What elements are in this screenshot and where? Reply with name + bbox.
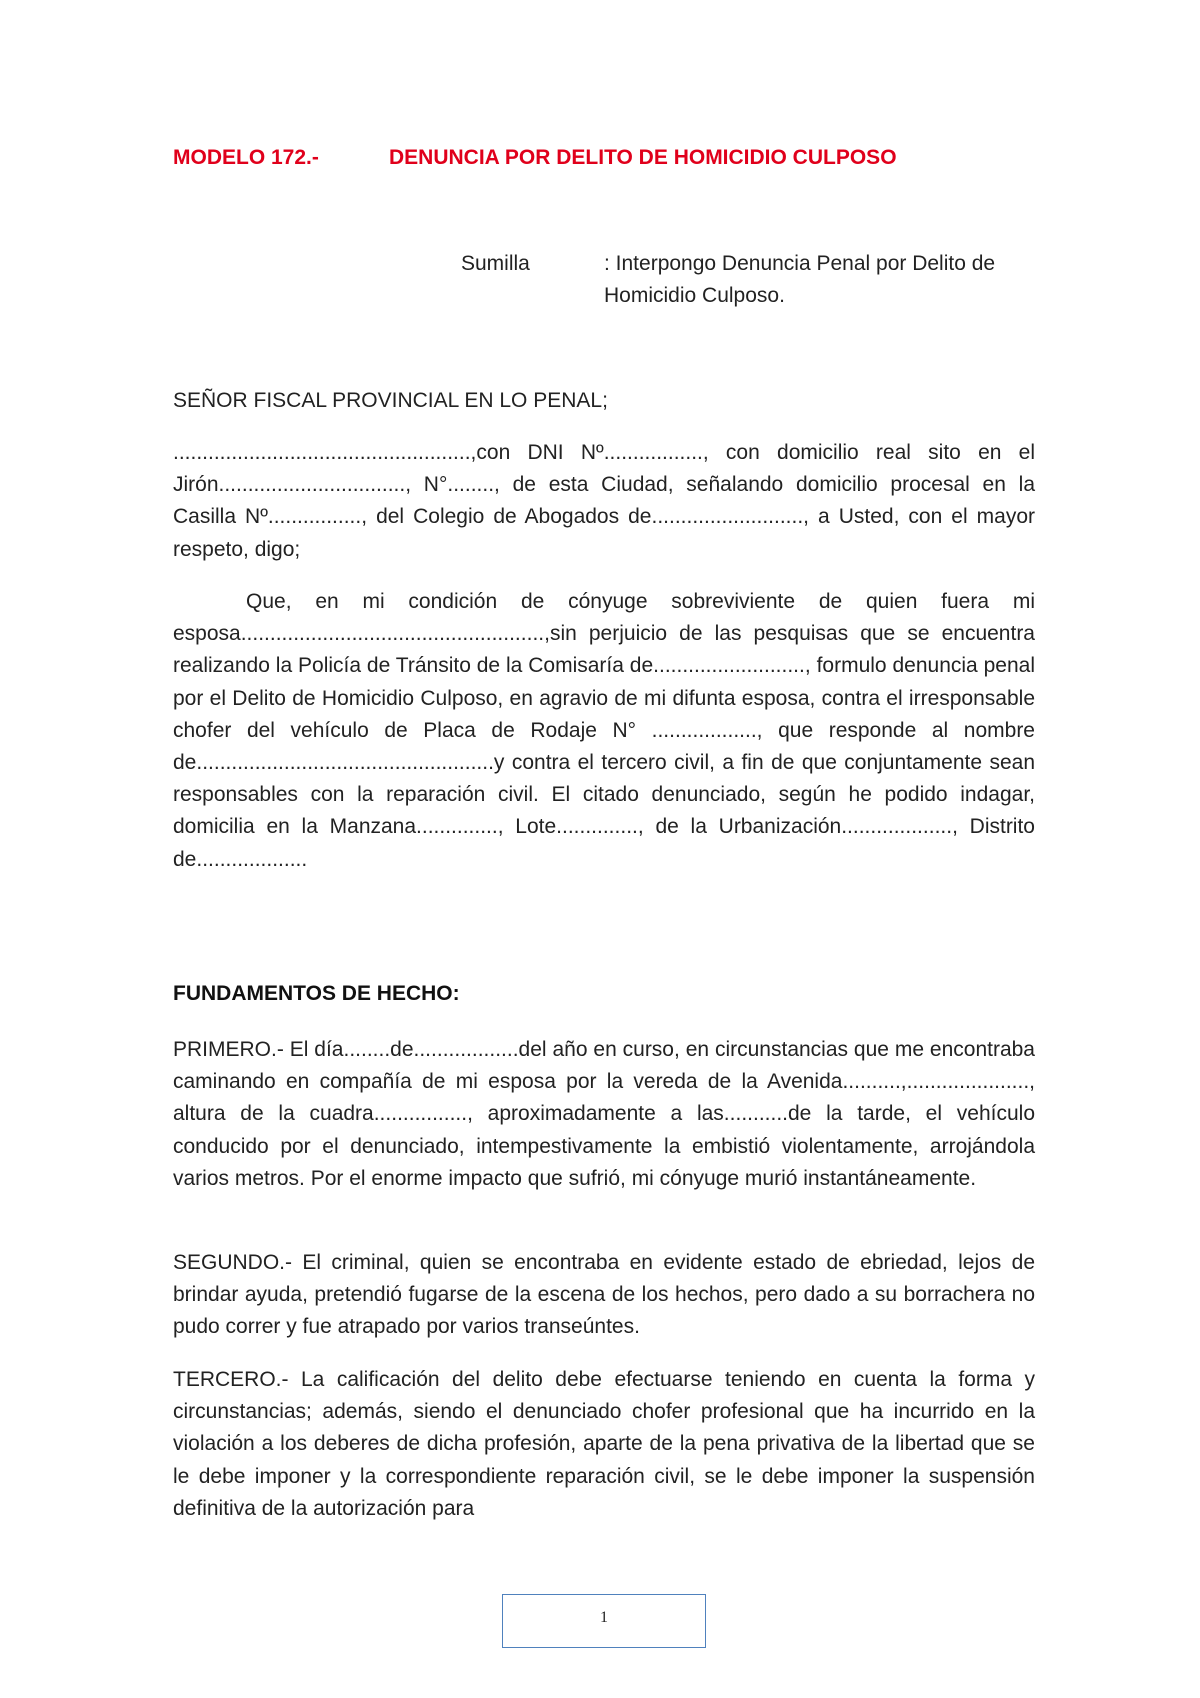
model-number: MODELO 172.- <box>173 146 319 169</box>
addressee: SEÑOR FISCAL PROVINCIAL EN LO PENAL; <box>173 389 608 412</box>
segundo-paragraph <box>173 1247 1035 1344</box>
que-paragraph <box>173 586 1035 876</box>
title-name: DENUNCIA POR DELITO DE HOMICIDIO CULPOSO <box>389 146 897 169</box>
primero-paragraph-text: PRIMERO.- El día........de..................del año en curso, en circunstancias que me encontraba caminando en compañía de mi esposa por la vereda de la Avenida..........,....................., altura de la cuadra................, aproximadamente a las...........de la tarde, el vehículo conducido por el denunciado, intempestivamente la embistió violentamente, arrojándola varios metros. Por el enorme impacto que sufrió, mi cónyuge murió instantáneamente. <box>173 1038 1035 1190</box>
intro-paragraph <box>173 437 1035 566</box>
segundo-paragraph-text: SEGUNDO.- El criminal, quien se encontraba en evidente estado de ebriedad, lejos de brindar ayuda, pretendió fugarse de la escena de los hechos, pero dado a su borrachera no pudo correr y fue atrapado por varios transeúntes. <box>173 1251 1035 1339</box>
sumilla-text: : Interpongo Denuncia Penal por Delito de Homicidio Culposo. <box>604 252 996 307</box>
que-paragraph-text: Que, en mi condición de cónyuge sobreviviente de quien fuera mi esposa....................................................,sin perjuicio de las pesquisas que se encuentra realizando la Policía de Tránsito de la Comisaría de.........................., formulo denuncia penal por el Delito de Homicidio Culposo, en agravio de mi difunta esposa, contra el irresponsable chofer del vehículo de Placa de Rodaje N° .................., que responde al nombre de...................................................y contra el tercero civil, a fin de que conjuntamente sean responsables con la reparación civil. El citado denunciado, según he podido indagar, domicilia en la Manzana.............., Lote.............., de la Urbanización..................., Distrito de................... <box>173 590 1035 871</box>
section-heading: FUNDAMENTOS DE HECHO: <box>173 982 460 1005</box>
tercero-paragraph <box>173 1364 1035 1525</box>
intro-paragraph-text: ...................................................,con DNI Nº................., con domicilio real sito en el Jirón................................, N°........, de esta Ciudad, señalando domicilio procesal en la Casilla Nº................, del Colegio de Abogados de.........................., a Usted, con el mayor respeto, digo; <box>173 441 1035 561</box>
primero-paragraph <box>173 1034 1035 1195</box>
page-number-box <box>502 1594 706 1648</box>
tercero-paragraph-text: TERCERO.- La calificación del delito debe efectuarse teniendo en cuenta la forma y circunstancias; además, siendo el denunciado chofer profesional que ha incurrido en la violación a los deberes de dicha profesión, aparte de la pena privativa de la libertad que se le debe imponer y la correspondiente reparación civil, se le debe imponer la suspensión definitiva de la autorización para <box>173 1368 1035 1520</box>
sumilla-label: Sumilla <box>461 252 530 275</box>
document-title <box>173 146 897 170</box>
page-number: 1 <box>600 1609 608 1626</box>
